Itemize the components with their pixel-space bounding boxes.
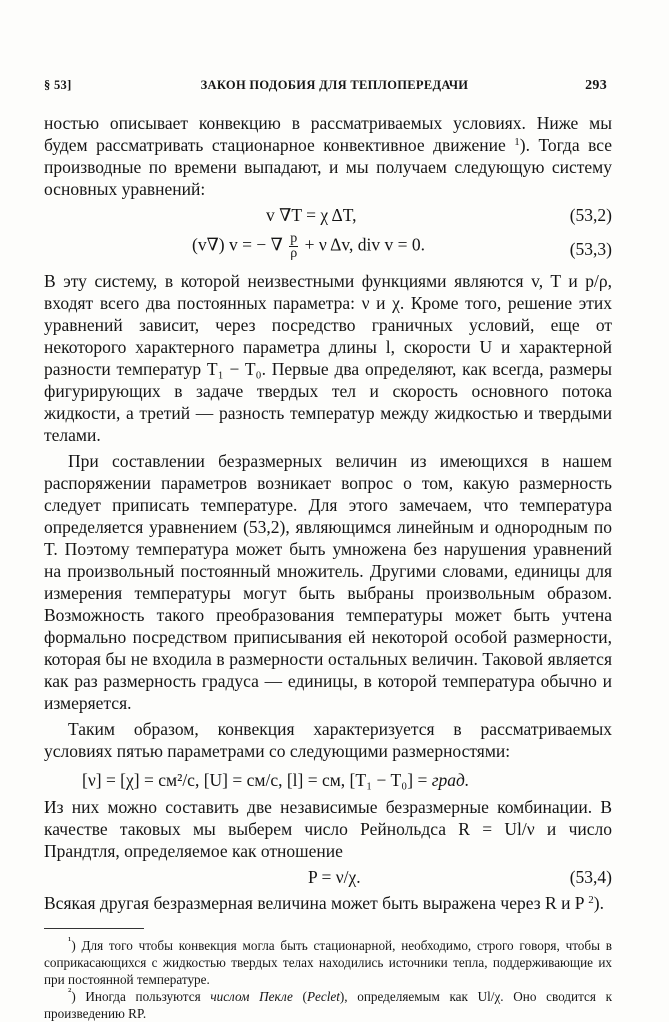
- section-marker: § 53]: [44, 78, 72, 92]
- paragraph-5: Из них можно составить две независимые безразмерные комбинации. В качестве таковых мы выберем число Рейнольдса R = Ul/ν и число Прандтля, определяемое как отношение: [44, 797, 612, 861]
- equation-53-2: v ∇T = χ ΔT, (53,2): [266, 205, 612, 225]
- footnote-2: $^{^2}$) Иногда пользуются числом Пекле (Peclet), определяемым как Ul/χ. Оно сводится к произведению RP.: [44, 986, 612, 1021]
- paragraph-3: При составлении безразмерных величин из имеющихся в нашем распоряжении параметров возникает вопрос о том, какую размерность следует приписать температуре. Для этого замечаем, что температура определяется уравнением (53,2), являющимся линейным и однородным по T. Поэтому температура может быть умножена без нарушения уравнений на произвольный постоянный множитель. Другими словами, единицы для измерения температуры могут быть выбраны произвольным образом. Возможность такого преобразования температуры может быть учтена формально посредством приписывания ей некоторой особой размерности, которая бы не входила в размерности остальных величин. Таковой является как раз размерность градуса — единицы, в которой температура обычно и измеряется.: [44, 451, 612, 713]
- footnotes: [44, 937, 612, 1022]
- page-number: 293: [585, 78, 607, 93]
- paragraph-2: В эту систему, в которой неизвестными функциями являются v, T и p/ρ, входят всего два постоянных параметра: ν и χ. Кроме того, решение этих уравнений зависит, через посредство граничных условий, еще от некоторого характерного параметра длины l, скорости U и характерной разности температур T₁ − T₀. Первые два определяют, как всегда, размеры фигурирующих в задаче твердых тел и скорость основного потока жидкости, а третий — разность температур между жидкостью и твердыми телами.: [44, 271, 612, 445]
- footnote-ref-1[interactable]: 1: [514, 136, 520, 148]
- paragraph-1: ностью описывает конвекцию в рассматриваемых условиях. Ниже мы будем рассматривать стационарное конвективное движение $^1$). Тогда все производные по времени выпадают, и мы получаем следующую систему основных уравнений:: [44, 113, 613, 199]
- paragraph-4: Таким образом, конвекция характеризуется в рассматриваемых условиях пятью параметрами со следующими размерностями:: [44, 719, 612, 761]
- paragraph-6: Всякая другая безразмерная величина может быть выражена через R и P $^2$).: [44, 893, 604, 913]
- footnote-ref-2[interactable]: 2: [588, 894, 594, 906]
- page-body: [44, 112, 612, 1022]
- footnote-1: $^{^1}$) Для того чтобы конвекция могла быть стационарной, необходимо, строго говоря, чтобы в соприкасающихся с жидкостью твердых телах находились источники тепла, поддерживающие их при постоянной температуре.: [44, 935, 612, 987]
- dimension-equation: [ν] = [χ] = см²/с, [U] = см/с, [l] = см, [T₁ − T₀] = град.: [82, 770, 470, 790]
- fraction-p-rho: $\frac{p}{\rho}$: [290, 231, 298, 261]
- equation-53-3: (v∇) v = − ∇ $\frac{p}{\rho}$ + ν Δv, div v = 0. (53,3): [192, 231, 612, 261]
- equation-53-4: P = ν/χ. (53,4): [308, 867, 612, 887]
- footnote-divider: [44, 928, 144, 929]
- running-title: ЗАКОН ПОДОБИЯ ДЛЯ ТЕПЛОПЕРЕДАЧИ: [200, 78, 469, 92]
